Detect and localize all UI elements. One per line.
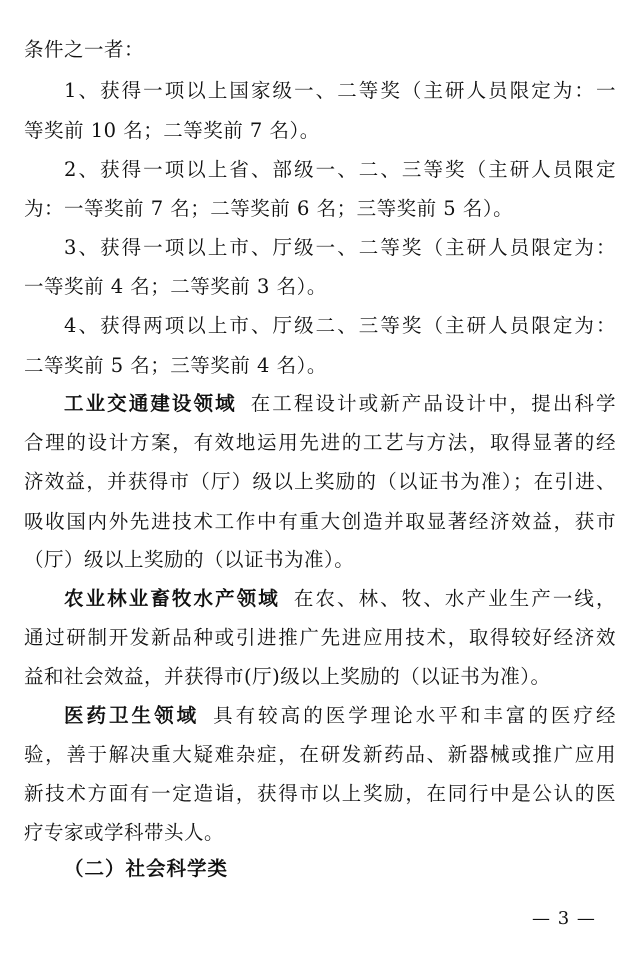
medical-domain-heading: 医药卫生领域 <box>64 704 200 727</box>
text-line: 条件之一者： <box>24 38 145 61</box>
medical-paragraph-first-line <box>24 697 616 735</box>
text-line: 验，善于解决重大疑难杂症，在研发新药品、新器械或推广应用 <box>24 743 616 766</box>
text-line: 通过研制开发新品种或引进推广先进应用技术，取得较好经济效 <box>24 626 616 649</box>
award-item-3-continuation: 一等奖前 4 名；二等奖前 3 名）。 <box>24 275 327 298</box>
award-item-3-line: 3、获得一项以上市、厅级一、二等奖（主研人员限定为： <box>64 236 616 259</box>
medical-intro-text: 具有较高的医学理论水平和丰富的医疗经 <box>213 704 616 727</box>
section-title: （二）社会科学类 <box>64 857 229 880</box>
industry-domain-heading: 工业交通建设领域 <box>64 392 237 415</box>
award-item-4-continuation: 二等奖前 5 名；三等奖前 4 名）。 <box>24 354 327 377</box>
text-line: 新技术方面有一定造诣，获得市以上奖励，在同行中是公认的医 <box>24 782 616 805</box>
award-item-4-line: 4、获得两项以上市、厅级二、三等奖（主研人员限定为： <box>64 314 616 337</box>
text-line: 济效益，并获得市（厅）级以上奖励的（以证书为准）；在引进、 <box>24 470 616 493</box>
text-line: 益和社会效益，并获得市(厅)级以上奖励的（以证书为准）。 <box>24 665 551 688</box>
award-item-1-continuation: 等奖前 10 名；二等奖前 7 名）。 <box>24 119 320 142</box>
text-line: 疗专家或学科带头人。 <box>24 821 225 844</box>
page-number: — 3 — <box>532 908 596 929</box>
award-item-2-line: 2、获得一项以上省、部级一、二、三等奖（主研人员限定 <box>64 158 616 181</box>
text-line: 吸收国内外先进技术工作中有重大创造并取显著经济效益，获市 <box>24 510 616 533</box>
industry-intro-text: 在工程设计或新产品设计中，提出科学 <box>250 392 616 415</box>
industry-paragraph-first-line <box>24 385 616 423</box>
agriculture-domain-heading: 农业林业畜牧水产领域 <box>64 587 280 610</box>
text-line: 合理的设计方案，有效地运用先进的工艺与方法，取得显著的经 <box>24 431 616 454</box>
award-item-2-continuation: 为：一等奖前 7 名；二等奖前 6 名；三等奖前 5 名）。 <box>24 197 514 220</box>
text-line: （厅）级以上奖励的（以证书为准）。 <box>24 548 355 571</box>
agriculture-intro-text: 在农、林、牧、水产业生产一线， <box>293 587 616 610</box>
agriculture-paragraph-first-line <box>24 580 616 618</box>
award-item-1-line: 1、获得一项以上国家级一、二等奖（主研人员限定为：一 <box>64 79 616 102</box>
